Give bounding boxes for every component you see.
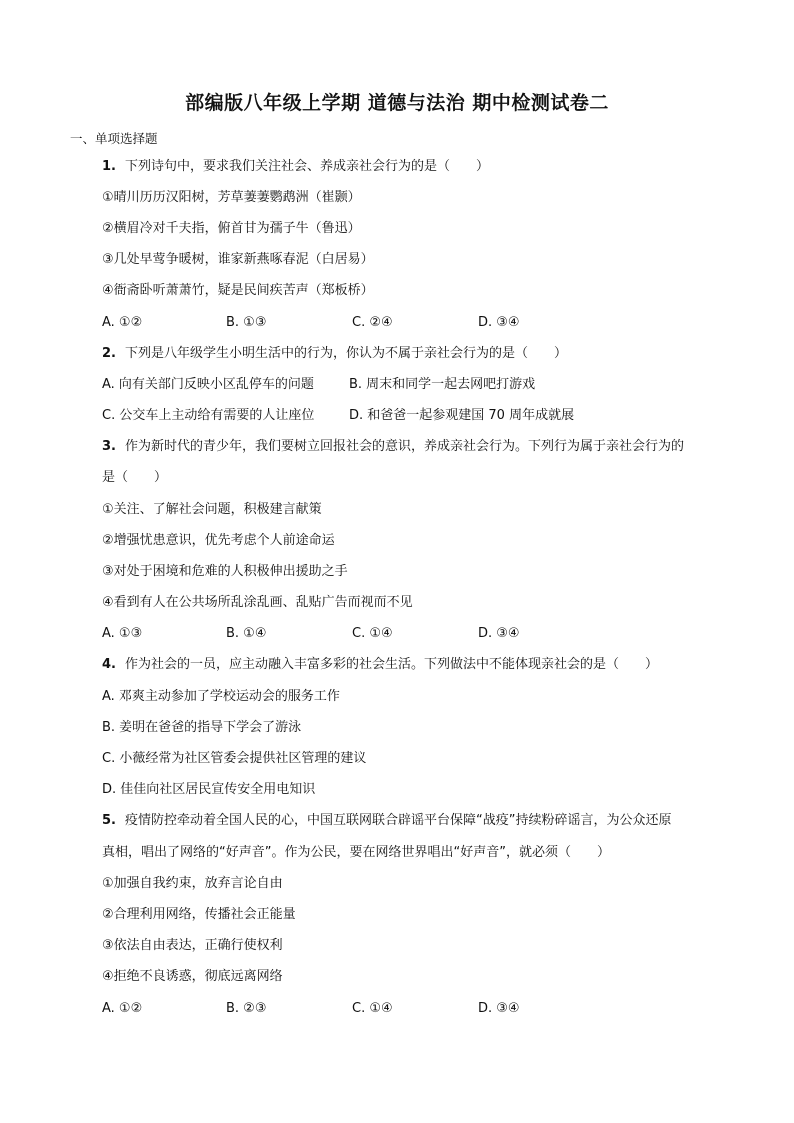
question-number: 1.: [102, 159, 116, 174]
question-3-stem-cont: 是（ ）: [102, 470, 168, 485]
question-text: 疫情防控牵动着全国人民的心，中国互联网联合辟谣平台保障“战疫”持续粉碎谣言，为公众还原: [124, 813, 672, 828]
option-c[interactable]: C. 公交车上主动给有需要的人让座位: [102, 408, 315, 423]
question-3-item-1: ①关注、了解社会问题，积极建言献策: [102, 502, 322, 517]
option-d[interactable]: D. ③④: [478, 1001, 520, 1016]
question-4-option-d[interactable]: D. 佳佳向社区居民宣传安全用电知识: [102, 782, 316, 797]
question-5-item-4: ④拒绝不良诱惑，彻底远离网络: [102, 969, 283, 984]
question-4-stem: [102, 656, 658, 674]
question-5-stem: [102, 812, 671, 830]
question-1-item-1: ①晴川历历汉阳树，芳草萋萋鹦鹉洲（崔颢）: [102, 190, 361, 205]
question-2-options-row-2: [102, 407, 702, 425]
option-c[interactable]: C. ①④: [352, 626, 393, 641]
question-3-item-2: ②增强忧患意识，优先考虑个人前途命运: [102, 533, 335, 548]
question-5-item-1: ①加强自我约束，放弃言论自由: [102, 876, 283, 891]
section-heading: 一、单项选择题: [70, 131, 158, 146]
question-1-stem: [102, 158, 489, 176]
option-b[interactable]: B. 周末和同学一起去网吧打游戏: [349, 377, 536, 392]
option-a[interactable]: A. ①②: [102, 315, 143, 330]
question-3-stem: [102, 438, 684, 456]
question-number: 2.: [102, 346, 116, 361]
question-1-item-4: ④衙斋卧听萧萧竹，疑是民间疾苦声（郑板桥）: [102, 283, 374, 298]
question-text: 作为社会的一员，应主动融入丰富多彩的社会生活。下列做法中不能体现亲社会的是（ ）: [124, 657, 658, 672]
question-number: 3.: [102, 439, 116, 454]
question-5-item-3: ③依法自由表达，正确行使权利: [102, 938, 283, 953]
page-title: 部编版八年级上学期 道德与法治 期中检测试卷二: [185, 92, 609, 114]
question-text: 作为新时代的青少年，我们要树立回报社会的意识，养成亲社会行为。下列行为属于亲社会行为的: [124, 439, 684, 454]
question-4-option-c[interactable]: C. 小薇经常为社区管委会提供社区管理的建议: [102, 751, 367, 766]
option-d[interactable]: D. 和爸爸一起参观建国 70 周年成就展: [349, 408, 575, 423]
question-3-item-4: ④看到有人在公共场所乱涂乱画、乱贴广告而视而不见: [102, 595, 413, 610]
question-5-stem-cont: 真相，唱出了网络的“好声音”。作为公民，要在网络世界唱出“好声音”，就必须（ ）: [102, 845, 610, 860]
option-b[interactable]: B. ①③: [226, 315, 267, 330]
question-1-item-3: ③几处早莺争暖树，谁家新燕啄春泥（白居易）: [102, 252, 374, 267]
question-2-options-row-1: [102, 376, 702, 394]
question-5-options: [102, 1000, 702, 1018]
question-number: 5.: [102, 813, 116, 828]
option-d[interactable]: D. ③④: [478, 315, 520, 330]
option-c[interactable]: C. ②④: [352, 315, 393, 330]
question-3-options: [102, 625, 702, 643]
question-5-item-2: ②合理利用网络，传播社会正能量: [102, 907, 296, 922]
option-a[interactable]: A. ①③: [102, 626, 143, 641]
option-b[interactable]: B. ②③: [226, 1001, 267, 1016]
option-c[interactable]: C. ①④: [352, 1001, 393, 1016]
question-3-item-3: ③对处于困境和危难的人积极伸出援助之手: [102, 564, 348, 579]
question-4-option-b[interactable]: B. 姜明在爸爸的指导下学会了游泳: [102, 720, 302, 735]
option-d[interactable]: D. ③④: [478, 626, 520, 641]
option-a[interactable]: A. ①②: [102, 1001, 143, 1016]
question-number: 4.: [102, 657, 116, 672]
option-b[interactable]: B. ①④: [226, 626, 267, 641]
question-2-stem: [102, 345, 567, 363]
question-4-option-a[interactable]: A. 邓爽主动参加了学校运动会的服务工作: [102, 689, 340, 704]
question-text: 下列诗句中，要求我们关注社会、养成亲社会行为的是（ ）: [124, 159, 489, 174]
question-1-options: [102, 314, 702, 332]
question-1-item-2: ②横眉冷对千夫指，俯首甘为孺子牛（鲁迅）: [102, 221, 361, 236]
option-a[interactable]: A. 向有关部门反映小区乱停车的问题: [102, 377, 314, 392]
question-text: 下列是八年级学生小明生活中的行为，你认为不属于亲社会行为的是（ ）: [124, 346, 567, 361]
